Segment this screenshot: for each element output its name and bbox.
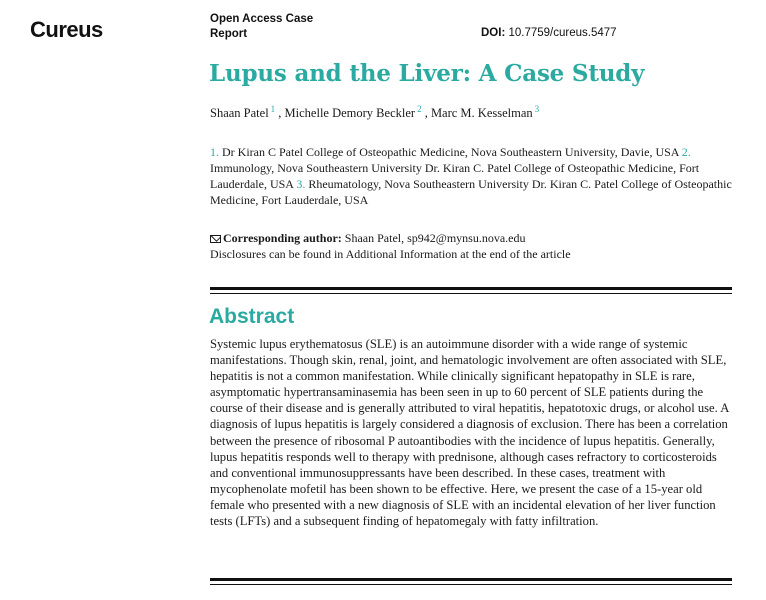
envelope-icon: [210, 235, 221, 243]
author-affiliation-ref[interactable]: 3: [534, 104, 540, 114]
author-name[interactable]: Michelle Demory Beckler: [284, 106, 416, 121]
section-divider-thick: [210, 578, 732, 581]
author-separator: ,: [421, 106, 431, 121]
section-divider-thin: [210, 584, 732, 585]
affiliation-text: Dr Kiran C Patel College of Osteopathic Medicine, Nova Southeastern University, Davie, USA: [219, 145, 682, 159]
article-title: Lupus and the Liver: A Case Study: [209, 60, 645, 87]
doi-value[interactable]: 10.7759/cureus.5477: [508, 27, 617, 39]
abstract-heading: Abstract: [209, 305, 295, 328]
author-name[interactable]: Shaan Patel: [210, 106, 269, 121]
section-divider-thin: [210, 293, 732, 294]
abstract-body: Systemic lupus erythematosus (SLE) is an autoimmune disorder with a wide range of systemic manifestations. Though skin, renal, joint, and hematologic involvement are often associated with SLE, hepatitis is not a common manifestation. While clinically significant hepatopathy in SLE is rare, asymptomatic hypertransaminasemia has been seen in up to 60 percent of SLE patients during the course of their disease and is generally attributed to viral hepatitis, hepatotoxic drugs, or alcohol use. A diagnosis of lupus hepatitis is largely considered a diagnosis of exclusion. There has been a correlation between the presence of ribosomal P autoantibodies with the incidence of lupus hepatitis. Generally, lupus hepatitis responds well to therapy with prednisone, although cases refractory to corticosteroids and conventional immunosuppressants have been described. In these cases, treatment with mycophenolate mofetil has been shown to be effective. Here, we present the case of a 15-year old female who presented with a new diagnosis of SLE with an incidental elevation of her liver function tests (LFTs) and a subsequent finding of hepatomegaly with fatty infiltration.: [210, 337, 729, 529]
affiliation-number: 1.: [210, 145, 219, 159]
author-affiliation-ref[interactable]: 2: [417, 104, 422, 114]
doi-label: DOI:: [481, 27, 506, 39]
affiliation-text: Rheumatology, Nova Southeastern University Dr. Kiran C. Patel College of Osteopathic Medicine, Fort Lauderdale, USA: [210, 177, 732, 207]
affiliation-text: Immunology, Nova Southeastern University Dr. Kiran C. Patel College of Osteopathic Medicine, Fort Lauderdale, USA: [210, 161, 700, 191]
corresponding-author-label: Corresponding author:: [223, 231, 342, 245]
corresponding-author-value[interactable]: Shaan Patel, sp942@mynsu.nova.edu: [341, 231, 526, 245]
author-separator: ,: [275, 106, 285, 121]
affiliations: [210, 144, 735, 208]
author-affiliation-ref[interactable]: 1: [270, 104, 276, 114]
affiliation-number: 2.: [681, 145, 691, 159]
section-divider-thick: [210, 287, 732, 290]
author-name[interactable]: Marc M. Kesselman: [430, 106, 533, 121]
journal-logo: Cureus: [30, 17, 103, 42]
author-list: [210, 104, 539, 121]
corresponding-author: [210, 230, 735, 246]
correspondence-block: [210, 230, 735, 262]
article-type-label: Open Access Case Report: [210, 13, 314, 40]
disclosures-note: Disclosures can be found in Additional Information at the end of the article: [210, 247, 571, 261]
doi[interactable]: [481, 27, 617, 39]
affiliation-number: 3.: [296, 177, 306, 191]
